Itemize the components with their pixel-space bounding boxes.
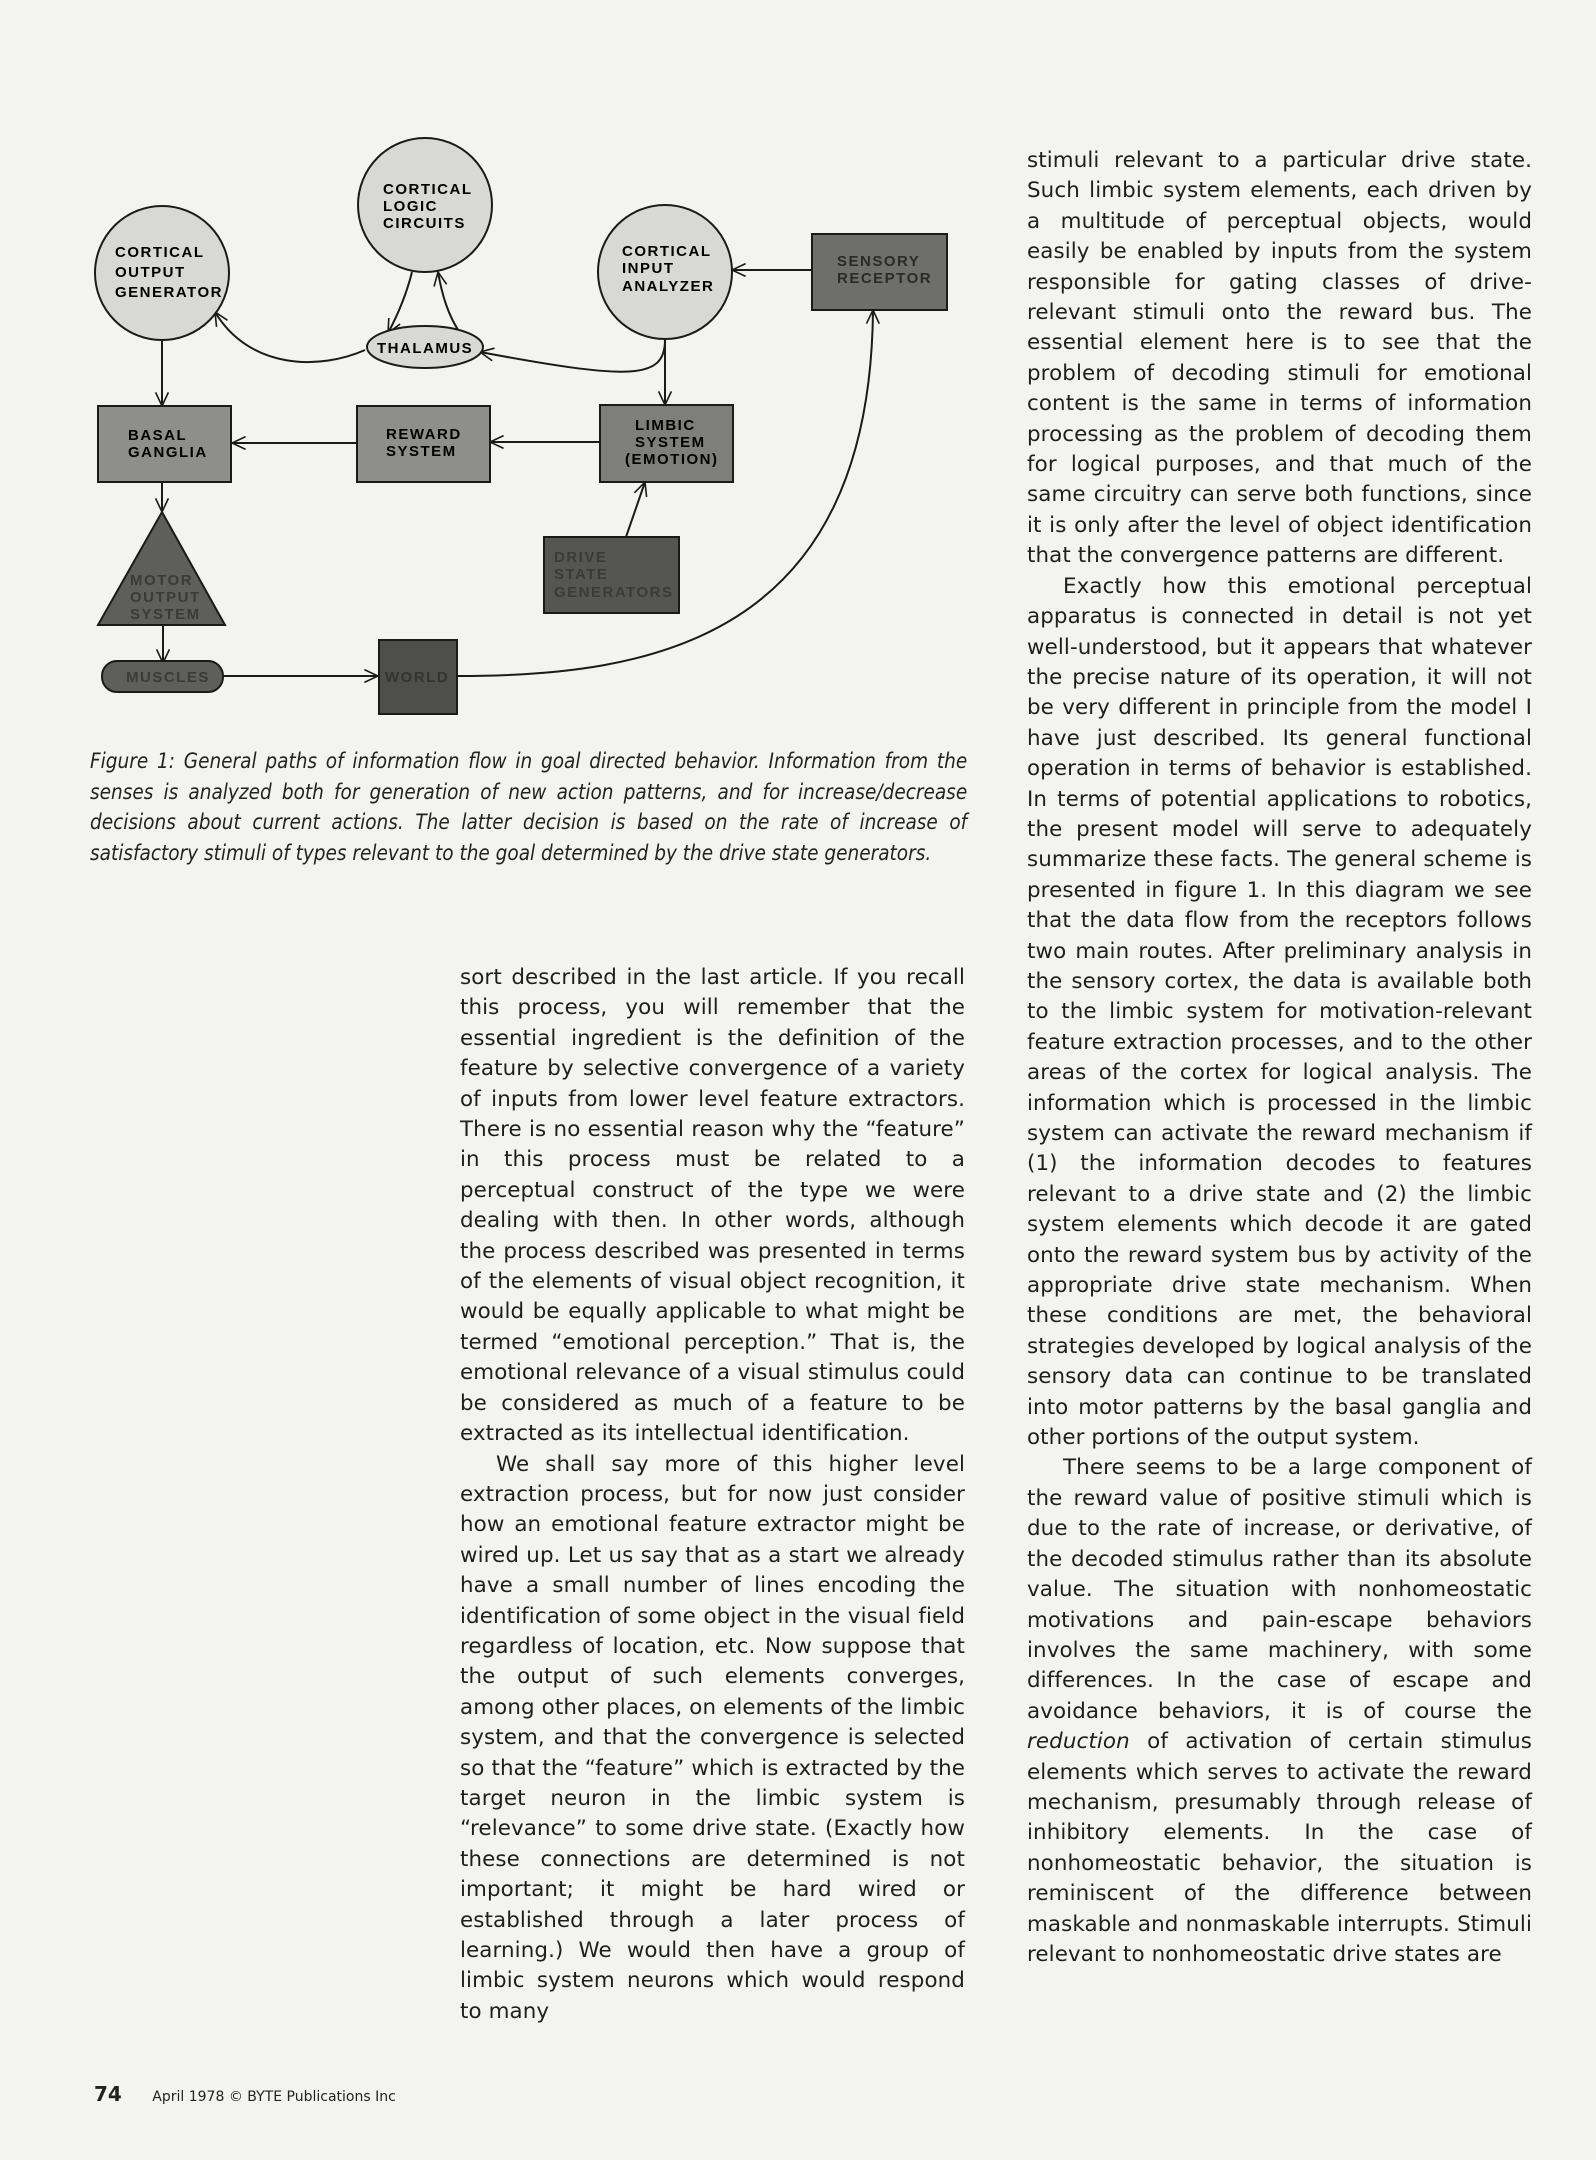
svg-text:MOTOR: MOTOR: [130, 572, 194, 589]
paragraph: stimuli relevant to a particular drive state. Such limbic system elements, each driven by a multitude of perceptual objects, would easily be enabled by inputs from the system responsible for gating classes of drive-relevant stimuli onto the reward bus. The essential element here is to see that the problem of decoding stimuli for emotional content is the same in terms of information processing as the problem of decoding them for logical purposes, and that much of the same circuitry can serve both functions, since it is only after the level of object identification that the convergence patterns are different.: [1027, 148, 1532, 569]
emphasis-text: reduction: [1027, 1729, 1130, 1755]
svg-text:GENERATORS: GENERATORS: [554, 584, 674, 601]
node-thalamus: [367, 326, 483, 368]
node-muscles: [102, 661, 223, 692]
svg-text:LIMBIC: LIMBIC: [635, 417, 696, 434]
svg-text:LOGIC: LOGIC: [383, 198, 438, 215]
svg-text:CORTICAL: CORTICAL: [115, 244, 205, 261]
svg-text:SYSTEM: SYSTEM: [635, 434, 706, 451]
svg-text:GENERATOR: GENERATOR: [115, 284, 223, 301]
svg-text:CORTICAL: CORTICAL: [622, 243, 712, 260]
svg-text:SYSTEM: SYSTEM: [130, 606, 201, 623]
svg-text:CIRCUITS: CIRCUITS: [383, 215, 466, 232]
svg-text:STATE: STATE: [554, 566, 609, 583]
right-column: [1027, 146, 1532, 1970]
svg-text:CORTICAL: CORTICAL: [383, 181, 473, 198]
svg-text:(EMOTION): (EMOTION): [625, 451, 719, 468]
figure-caption: Figure 1: General paths of information flow in goal directed behavior. Information from the senses is analyzed both for generation of new action patterns, and for increase/decrease decisions about current actions. The latter decision is based on the rate of increase of satisfactory stimuli of types relevant to the goal determined by the drive state generators.: [90, 749, 968, 866]
svg-text:OUTPUT: OUTPUT: [130, 589, 201, 606]
node-reward-system: [357, 406, 490, 482]
svg-text:MUSCLES: MUSCLES: [126, 669, 210, 686]
node-cortical-input-analyzer: [598, 205, 732, 339]
node-drive-state-generators: [544, 537, 679, 613]
paragraph: We shall say more of this higher level extraction process, but for now just consider how an emotional feature extractor might be wired up. Let us say that as a start we already have a small number of lines encoding the identification of some object in the visual field regardless of location, etc. Now suppose that the output of such elements converges, among other places, on elements of the limbic system, and that the convergence is selected so that the “feature” which is extracted by the target neuron in the limbic system is “relevance” to some drive state. (Exactly how these connections are determined is not important; it might be hard wired or established through a later process of learning.) We would then have a group of limbic system neurons which would respond to many: [460, 1451, 965, 2024]
svg-text:GANGLIA: GANGLIA: [128, 444, 208, 461]
paragraph: sort described in the last article. If you recall this process, you will remember that the essential ingredient is the definition of the feature by selective convergence of a variety of inputs from lower level feature extractors. There is no essential reason why the “feature” in this process must be related to a perceptual construct of the type we were dealing with then. In other words, although the process described was presented in terms of the elements of visual object recognition, it would be equally applicable to what might be termed “emotional perception.” That is, the emotional relevance of a visual stimulus could be considered as much of a feature to be extracted as its intellectual identification.: [460, 965, 965, 1447]
svg-text:REWARD: REWARD: [386, 426, 462, 443]
paragraph: There seems to be a large component of the reward value of positive stimuli which is due to the rate of increase, or derivative, of the decoded stimulus rather than its absolute value. The situation with nonhomeostatic motivations and pain-escape behaviors involves the same machinery, with some differences. In the case of escape and avoidance behaviors, it is of course the reduction of activation of certain stimulus elements which serves to activate the reward mechanism, presumably through release of inhibitory elements. In the case of nonhomeostatic behavior, the situation is reminiscent of the difference between maskable and nonmaskable interrupts. Stimuli relevant to nonhomeostatic drive states are: [1027, 1455, 1532, 1967]
node-motor-output-system: [98, 512, 225, 625]
node-sensory-receptor: [812, 234, 947, 310]
svg-text:DRIVE: DRIVE: [554, 549, 608, 566]
middle-column: [460, 963, 965, 2027]
svg-text:THALAMUS: THALAMUS: [377, 340, 474, 357]
svg-text:WORLD: WORLD: [385, 669, 450, 686]
node-limbic-system: [600, 405, 733, 482]
svg-text:RECEPTOR: RECEPTOR: [837, 270, 933, 287]
node-basal-ganglia: [98, 406, 231, 482]
svg-text:INPUT: INPUT: [622, 260, 675, 277]
svg-text:SENSORY: SENSORY: [837, 253, 921, 270]
node-world: [379, 640, 457, 714]
paragraph: Exactly how this emotional perceptual apparatus is connected in detail is not yet well-understood, but it appears that whatever the precise nature of its operation, it will not be very different in principle from the model I have just described. Its general functional operation in terms of behavior is established. In terms of potential applications to robotics, the present model will serve to adequately summarize these facts. The general scheme is presented in figure 1. In this diagram we see that the data flow from the receptors follows two main routes. After preliminary analysis in the sensory cortex, the data is available both to the limbic system for motivation-relevant feature extraction processes, and to the other areas of the cortex for logical analysis. The information which is processed in the limbic system can activate the reward mechanism if (1) the information decodes to features relevant to a drive state and (2) the limbic system elements which decode it are gated onto the reward system bus by activity of the appropriate drive state mechanism. When these conditions are met, the behavioral strategies developed by logical analysis of the sensory data can continue to be translated into motor patterns by the basal ganglia and other portions of the output system.: [1027, 573, 1532, 1451]
page-number: 74: [94, 2082, 122, 2106]
node-cortical-output-generator: [95, 206, 229, 340]
svg-text:SYSTEM: SYSTEM: [386, 443, 457, 460]
svg-text:OUTPUT: OUTPUT: [115, 264, 186, 281]
page-footer: [94, 2082, 396, 2106]
node-cortical-logic-circuits: [358, 138, 492, 272]
svg-text:ANALYZER: ANALYZER: [622, 278, 715, 295]
svg-text:BASAL: BASAL: [128, 427, 188, 444]
publication-line: April 1978 © BYTE Publications Inc: [152, 2089, 396, 2105]
